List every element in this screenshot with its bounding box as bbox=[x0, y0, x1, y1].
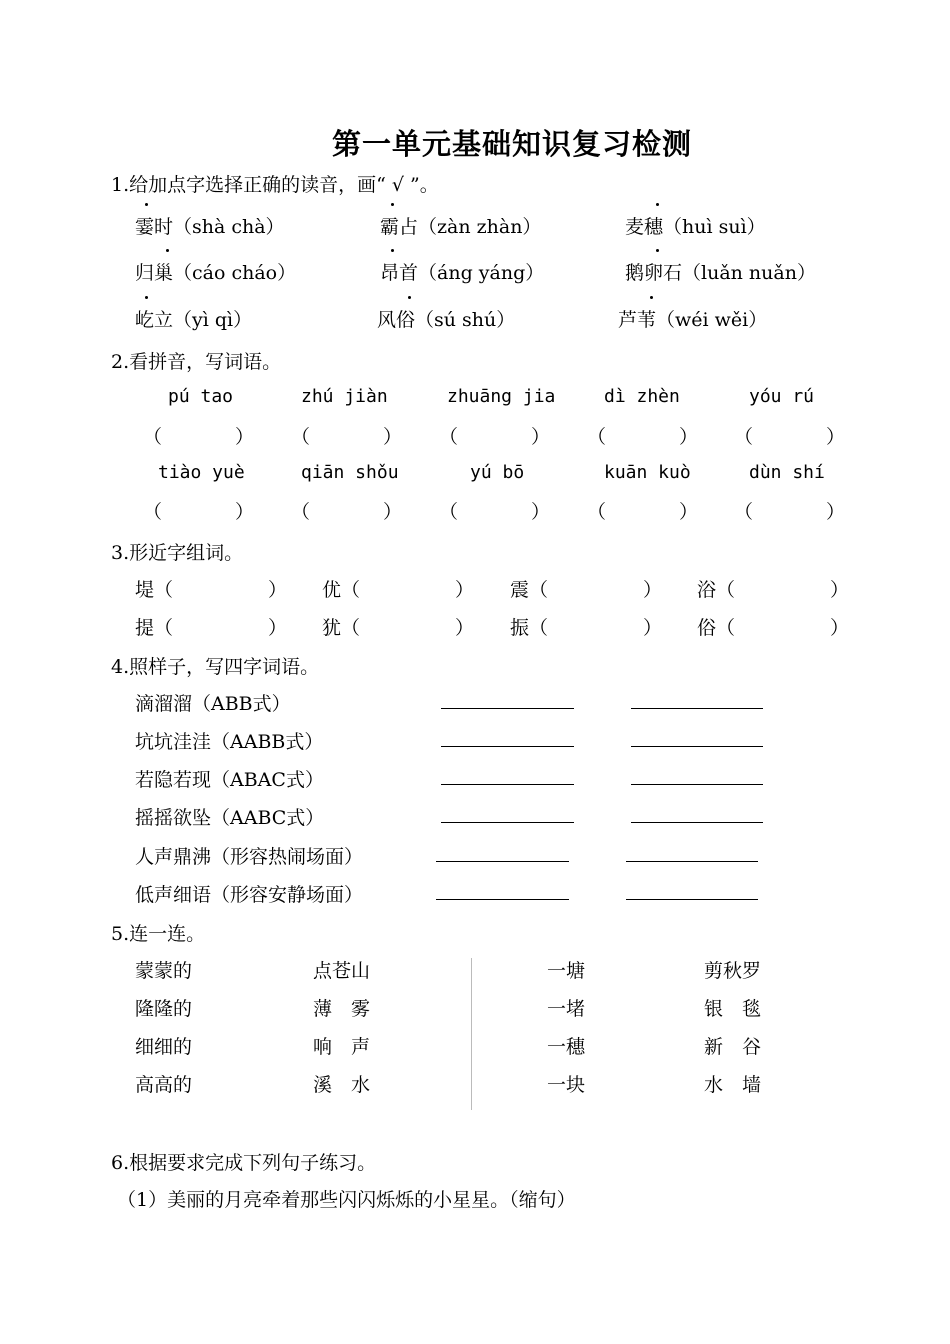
answer-blank bbox=[631, 746, 763, 747]
answer-paren-close: ） bbox=[383, 426, 403, 448]
q1-item: 霸占（zàn zhàn） bbox=[380, 216, 542, 238]
emphasis-dot bbox=[166, 249, 169, 252]
column-divider bbox=[471, 958, 472, 1110]
q4-heading: 4.照样子，写四字词语。 bbox=[111, 656, 320, 678]
pinyin: kuān kuò bbox=[604, 462, 691, 483]
q6-heading: 6.根据要求完成下列句子练习。 bbox=[111, 1152, 377, 1174]
emphasis-dot bbox=[656, 203, 659, 206]
answer-paren-open: （ bbox=[291, 501, 311, 523]
q3-paren-close: ） bbox=[268, 617, 288, 639]
answer-paren-close: ） bbox=[531, 501, 551, 523]
pinyin: yú bō bbox=[470, 462, 525, 483]
emphasis-dot bbox=[145, 296, 148, 299]
q1-item: 霎时（shà chà） bbox=[135, 216, 285, 238]
answer-paren-open: （ bbox=[587, 426, 607, 448]
q1-item: 麦穗（huì suì） bbox=[625, 216, 766, 238]
answer-paren-close: ） bbox=[235, 501, 255, 523]
match-left-item: 一穗 bbox=[547, 1036, 586, 1058]
answer-paren-close: ） bbox=[679, 426, 699, 448]
match-right-item: 响 声 bbox=[313, 1036, 371, 1058]
q4-example: 滴溜溜（ABB式） bbox=[135, 693, 291, 715]
pinyin: dùn shí bbox=[749, 462, 825, 483]
pinyin: qiān shǒu bbox=[301, 462, 399, 483]
emphasis-dot bbox=[656, 249, 659, 252]
q3-paren-close: ） bbox=[643, 617, 663, 639]
answer-blank bbox=[441, 746, 574, 747]
answer-blank bbox=[631, 784, 763, 785]
q3-item: 提（ bbox=[135, 617, 174, 639]
q1-item: 昂首（áng yáng） bbox=[380, 262, 545, 284]
q3-paren-close: ） bbox=[830, 579, 850, 601]
q4-example: 坑坑洼洼（AABB式） bbox=[135, 731, 324, 753]
q4-example: 摇摇欲坠（AABC式） bbox=[135, 807, 325, 829]
answer-paren-close: ） bbox=[531, 426, 551, 448]
q3-paren-close: ） bbox=[455, 617, 475, 639]
q3-item: 浴（ bbox=[697, 579, 736, 601]
q3-paren-close: ） bbox=[830, 617, 850, 639]
q1-item: 鹅卵石（luǎn nuǎn） bbox=[625, 262, 816, 284]
answer-paren-close: ） bbox=[679, 501, 699, 523]
pinyin: tiào yuè bbox=[158, 462, 245, 483]
match-left-item: 一堵 bbox=[547, 998, 586, 1020]
answer-blank bbox=[441, 784, 574, 785]
answer-paren-open: （ bbox=[587, 501, 607, 523]
answer-blank bbox=[436, 899, 569, 900]
pinyin: yóu rú bbox=[749, 386, 815, 407]
answer-blank bbox=[441, 708, 574, 709]
match-left-item: 高高的 bbox=[135, 1074, 193, 1096]
match-right-item: 剪秋罗 bbox=[704, 960, 762, 982]
match-right-item: 银 毯 bbox=[704, 998, 762, 1020]
match-right-item: 溪 水 bbox=[313, 1074, 371, 1096]
q3-item: 犹（ bbox=[322, 617, 361, 639]
emphasis-dot bbox=[391, 203, 394, 206]
answer-paren-open: （ bbox=[734, 501, 754, 523]
emphasis-dot bbox=[408, 296, 411, 299]
q3-item: 堤（ bbox=[135, 579, 174, 601]
emphasis-dot bbox=[145, 203, 148, 206]
q2-heading: 2.看拼音，写词语。 bbox=[111, 351, 282, 373]
match-left-item: 隆隆的 bbox=[135, 998, 193, 1020]
answer-paren-open: （ bbox=[439, 426, 459, 448]
match-right-item: 薄 雾 bbox=[313, 998, 371, 1020]
q5-heading: 5.连一连。 bbox=[111, 923, 206, 945]
q4-example: 低声细语（形容安静场面） bbox=[135, 884, 364, 906]
pinyin: zhuāng jia bbox=[447, 386, 556, 407]
q3-item: 优（ bbox=[322, 579, 361, 601]
answer-paren-open: （ bbox=[143, 426, 163, 448]
answer-blank bbox=[626, 861, 758, 862]
pinyin: pú tao bbox=[168, 386, 234, 407]
q1-item: 屹立（yì qì） bbox=[135, 309, 253, 331]
q3-item: 振（ bbox=[510, 617, 549, 639]
q1-heading: 1.给加点字选择正确的读音，画“ √ ”。 bbox=[111, 174, 439, 196]
q3-paren-close: ） bbox=[455, 579, 475, 601]
match-right-item: 新 谷 bbox=[704, 1036, 762, 1058]
q4-example: 人声鼎沸（形容热闹场面） bbox=[135, 846, 364, 868]
q3-paren-close: ） bbox=[268, 579, 288, 601]
q1-item: 风俗（sú shú） bbox=[377, 309, 516, 331]
q4-example: 若隐若现（ABAC式） bbox=[135, 769, 324, 791]
page-title: 第一单元基础知识复习检测 bbox=[331, 127, 692, 161]
answer-paren-close: ） bbox=[235, 426, 255, 448]
emphasis-dot bbox=[650, 296, 653, 299]
match-left-item: 一块 bbox=[547, 1074, 586, 1096]
answer-paren-close: ） bbox=[383, 501, 403, 523]
answer-paren-close: ） bbox=[826, 426, 846, 448]
q3-item: 俗（ bbox=[697, 617, 736, 639]
match-right-item: 水 墙 bbox=[704, 1074, 762, 1096]
q6-sentence: （1）美丽的月亮牵着那些闪闪烁烁的小星星。（缩句） bbox=[117, 1189, 576, 1211]
q1-item: 芦苇（wéi wěi） bbox=[618, 309, 768, 331]
answer-paren-open: （ bbox=[291, 426, 311, 448]
pinyin: zhú jiàn bbox=[301, 386, 388, 407]
q3-item: 震（ bbox=[510, 579, 549, 601]
answer-paren-close: ） bbox=[826, 501, 846, 523]
q3-paren-close: ） bbox=[643, 579, 663, 601]
answer-blank bbox=[441, 822, 574, 823]
match-left-item: 细细的 bbox=[135, 1036, 193, 1058]
match-left-item: 一塘 bbox=[547, 960, 586, 982]
answer-paren-open: （ bbox=[143, 501, 163, 523]
emphasis-dot bbox=[391, 249, 394, 252]
answer-paren-open: （ bbox=[734, 426, 754, 448]
q1-item: 归巢（cáo cháo） bbox=[135, 262, 297, 284]
answer-blank bbox=[626, 899, 758, 900]
match-right-item: 点苍山 bbox=[313, 960, 371, 982]
answer-blank bbox=[436, 861, 569, 862]
q3-heading: 3.形近字组词。 bbox=[111, 542, 244, 564]
pinyin: dì zhèn bbox=[604, 386, 680, 407]
answer-blank bbox=[631, 822, 763, 823]
answer-paren-open: （ bbox=[439, 501, 459, 523]
match-left-item: 蒙蒙的 bbox=[135, 960, 193, 982]
answer-blank bbox=[631, 708, 763, 709]
